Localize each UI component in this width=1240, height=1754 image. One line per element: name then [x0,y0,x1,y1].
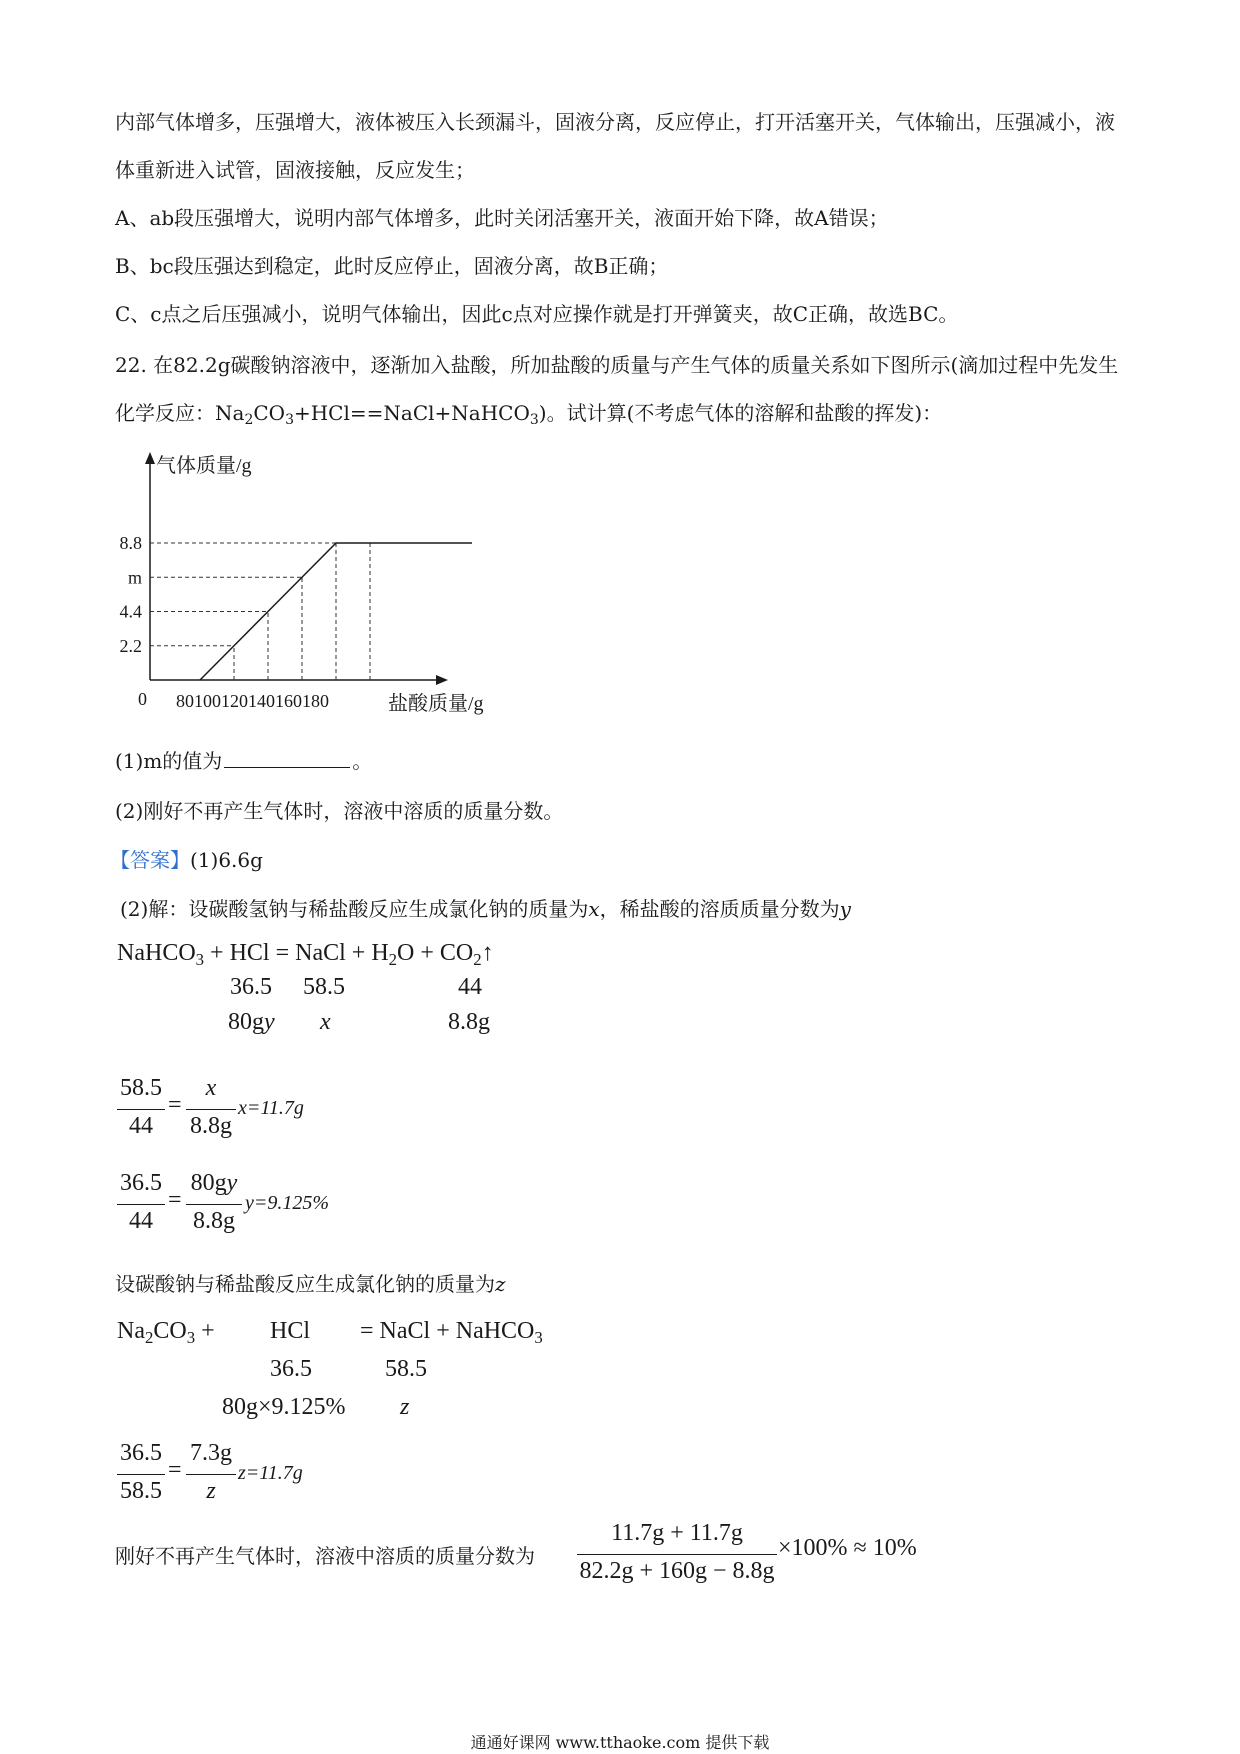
equals-sign: = [168,1092,182,1118]
x-tick-label: 160 [275,691,302,711]
answer-tag: 【答案】 [110,848,190,872]
y-axis-label: 气体质量/g [156,455,252,477]
eq2-mass-nacl: 58.5 [385,1356,427,1382]
y-axis-arrow [145,452,155,464]
x-tick-label: 180 [302,691,329,711]
final-result: ×100% ≈ 10% [778,1535,917,1561]
para-option-c: C、c点之后压强减小，说明气体输出，因此c点对应操作就是打开弹簧夹，故C正确，故选BC。 [115,302,959,326]
solution-intro: (2)解：设碳酸氢钠与稀盐酸反应生成氯化钠的质量为x，稀盐酸的溶质质量分数为y [120,897,851,921]
frac3-right: 7.3g z [186,1440,236,1510]
equals-sign: = [168,1457,182,1483]
eq2-unknown-z: z [400,1394,410,1420]
eq1-mass-hcl: 36.5 [230,974,272,1000]
x-tick-label: 120 [221,691,248,711]
x-tick-label: 140 [248,691,275,711]
page-footer: 通通好课网 www.tthaoke.com 提供下载 [470,1733,770,1752]
y-tick-label: m [127,567,142,588]
y-tick-label: 2.2 [119,635,142,656]
solution-second: 设碳酸钠与稀盐酸反应生成氯化钠的质量为z [115,1272,506,1296]
result-z: z=11.7g [238,1462,303,1484]
para-pressure: 内部气体增多，压强增大，液体被压入长颈漏斗，固液分离，反应停止，打开活塞开关，气体输出，压强减小，液体重新进入试管，固液接触，反应发生； [115,110,1115,182]
answer-line [110,844,263,873]
eq2-mass-hcl: 36.5 [270,1356,312,1382]
series-line [200,543,472,680]
x-axis-arrow [436,675,448,685]
frac1-right: x 8.8g [186,1075,236,1145]
eq1-given-co2: 8.8g [448,1009,490,1035]
eq1-mass-co2: 44 [458,974,482,1000]
final-fraction: 11.7g + 11.7g 82.2g + 160g − 8.8g [577,1520,777,1592]
equation-2-right: = NaCl + NaHCO$_3$ [360,1318,543,1348]
x-axis-label: 盐酸质量/g [388,693,484,715]
equation-2-hcl: HCl [270,1318,311,1344]
sub-question-2: (2)刚好不再产生气体时，溶液中溶质的质量分数。 [115,799,564,823]
para-option-b: B、bc段压强达到稳定，此时反应停止，固液分离，故B正确； [115,254,669,278]
result-y: y=9.125% [245,1192,330,1214]
equation-2-left: $Na_2CO_3$ + [117,1318,215,1348]
equation-1: NaHCO$_3$ + HCl = NaCl + $H_2O$ + $CO_2↑$ [117,940,494,970]
gas-mass-chart [110,440,510,720]
eq1-unknown-x: x [320,1009,331,1035]
origin-label: 0 [138,689,147,709]
y-tick-label: 4.4 [119,601,142,622]
eq2-given-hcl: 80g×9.125% [222,1394,346,1420]
frac1-left: 58.5 44 [117,1075,165,1145]
eq1-mass-nacl: 58.5 [303,974,345,1000]
y-tick-label: 8.8 [119,533,142,553]
para-option-a: A、ab段压强增大，说明内部气体增多，此时关闭活塞开关，液面开始下降，故A错误； [115,206,889,230]
equals-sign: = [168,1187,182,1213]
frac2-right: 80gy 8.8g [186,1170,242,1240]
final-statement: 刚好不再产生气体时，溶液中溶质的质量分数为 [115,1544,535,1568]
frac3-left: 36.5 58.5 [117,1440,165,1510]
question-22: 22. 在82.2g碳酸钠溶液中，逐渐加入盐酸，所加盐酸的质量与产生气体的质量关系如下图所示(滴加过程中先发生化学反应：$Na_2CO_3+HCl==NaCl+NaHCO_3$)。试计算(不考虑气体的溶解和盐酸的挥发)： [115,353,1119,429]
result-x: x=11.7g [238,1097,304,1119]
sub-question-1: (1)m的值为 。 [115,749,373,773]
x-tick-label: 100 [194,691,221,711]
answer-1: (1)6.6g [190,848,263,872]
eq1-given-hcl: 80gy [228,1009,275,1035]
frac2-left: 36.5 44 [117,1170,165,1240]
x-tick-label: 80 [176,691,194,711]
answer-blank [224,767,350,768]
